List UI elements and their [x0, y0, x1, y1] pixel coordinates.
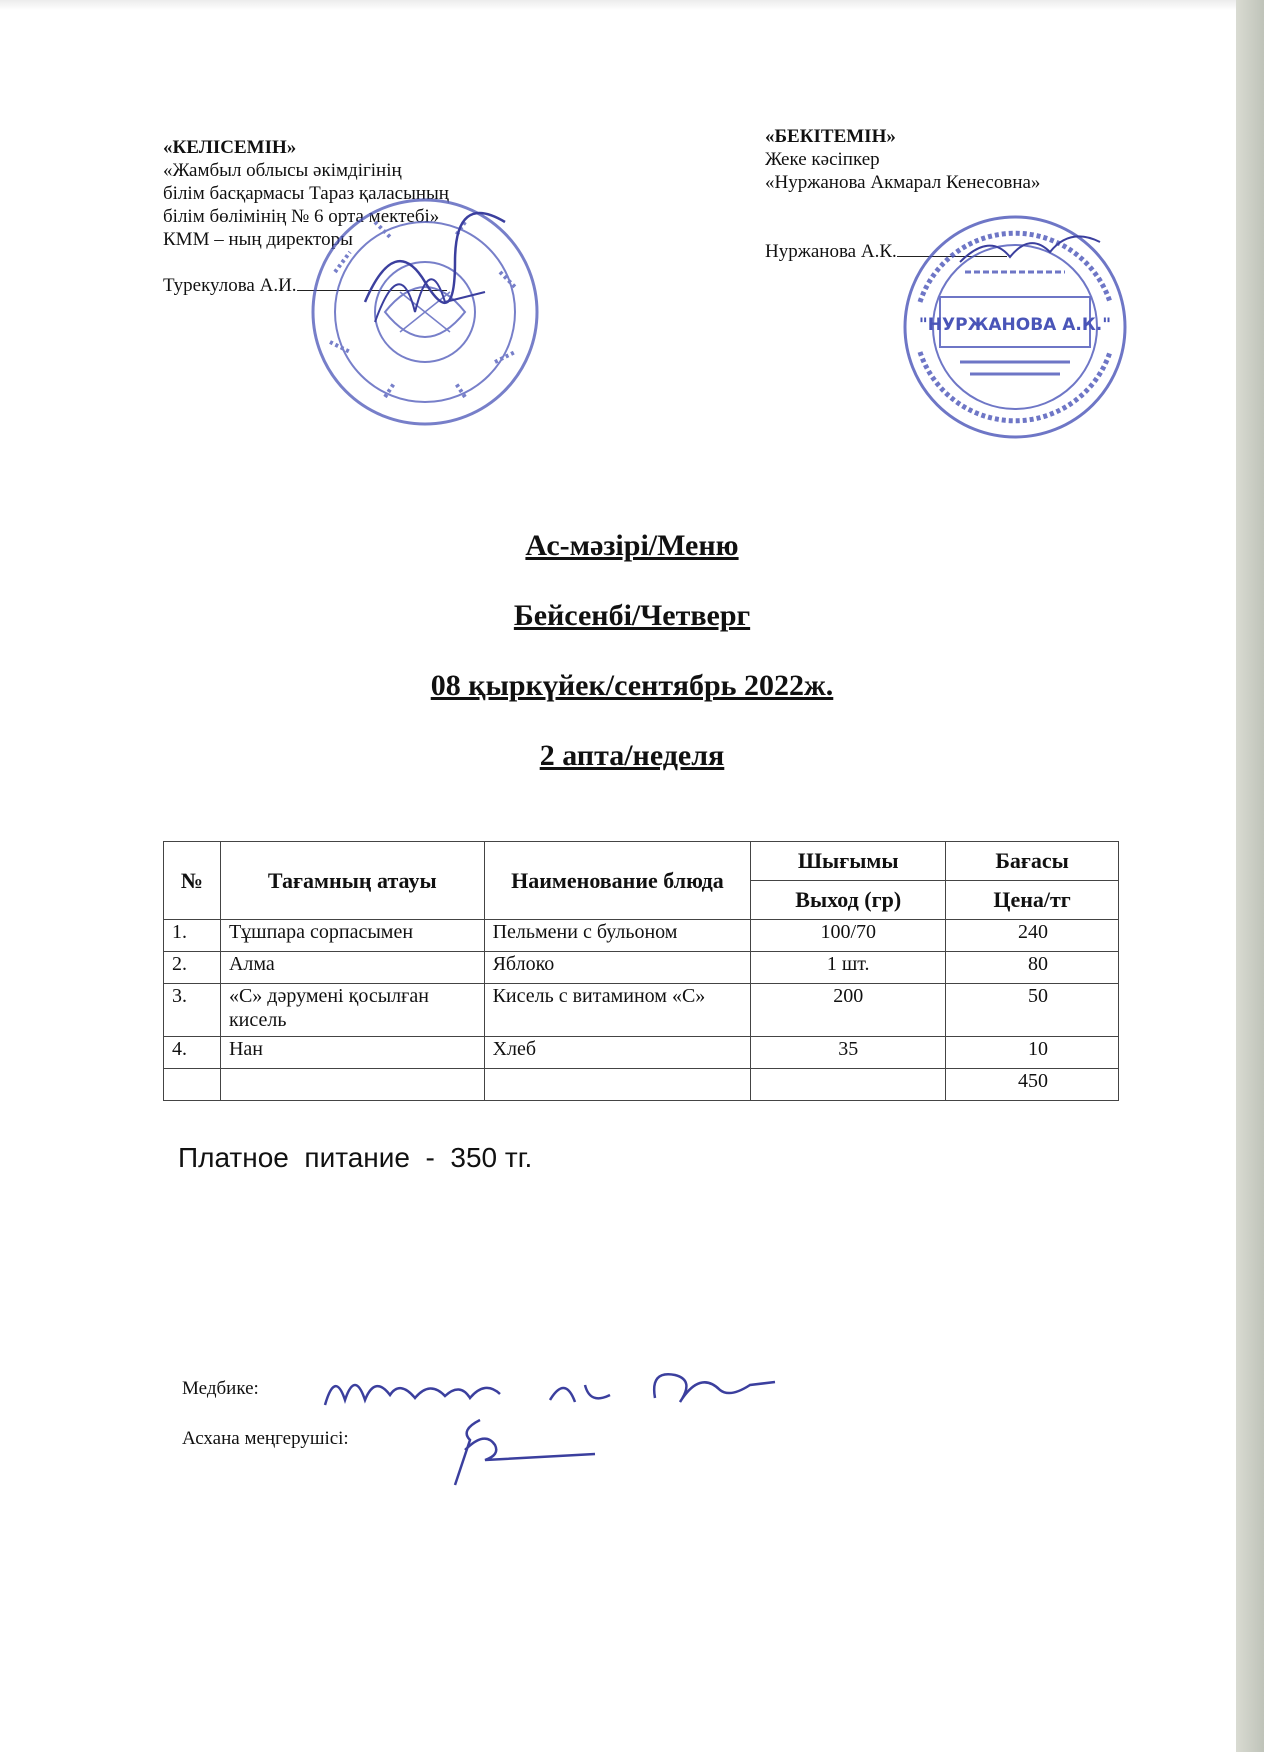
cell-num: 1.: [164, 920, 221, 952]
cell-yield: 1 шт.: [751, 952, 946, 984]
cell-yield: 200: [751, 984, 946, 1037]
header-num: №: [164, 842, 221, 920]
header-price-kz: Бағасы: [946, 842, 1119, 881]
cell-yield: 100/70: [751, 920, 946, 952]
kitchen-manager-label: Асхана меңгерушісі:: [182, 1428, 349, 1449]
header-yield-kz: Шығымы: [751, 842, 946, 881]
cell-total: 450: [946, 1069, 1119, 1101]
approval-left-line: КММ – ның директоры: [163, 229, 353, 250]
cell-name-ru: Кисель с витамином «С»: [484, 984, 751, 1037]
cell-name-ru: Хлеб: [484, 1037, 751, 1069]
cell-name-kz: Алма: [220, 952, 484, 984]
table-row: [164, 952, 1119, 984]
approval-left-line: білім бөлімінің № 6 орта мектебі»: [163, 206, 440, 227]
cell-name-ru: Яблоко: [484, 952, 751, 984]
table-row: [164, 1037, 1119, 1069]
cell-num: 2.: [164, 952, 221, 984]
title-menu: Ас-мәзірі/Меню: [525, 529, 739, 562]
approval-right-line: Жеке кәсіпкер: [765, 149, 880, 170]
cell-price: 50: [946, 984, 1119, 1037]
table-header-row: [164, 842, 1119, 881]
cell-empty: [484, 1069, 751, 1101]
cell-name-ru: Пельмени с бульоном: [484, 920, 751, 952]
header-name-ru: Наименование блюда: [484, 842, 751, 920]
cell-empty: [164, 1069, 221, 1101]
table-total-row: [164, 1069, 1119, 1101]
cell-price: 80: [946, 952, 1119, 984]
stamp-center-name: "НУРЖАНОВА А.К.": [918, 315, 1112, 335]
cell-name-kz: Тұшпара сорпасымен: [220, 920, 484, 952]
school-seal-stamp: [305, 192, 545, 432]
cell-name-kz: Нан: [220, 1037, 484, 1069]
entrepreneur-stamp: [900, 212, 1130, 442]
table-row: [164, 920, 1119, 952]
table-row: [164, 984, 1119, 1037]
approval-right-heading: «БЕКІТЕМІН»: [765, 126, 896, 147]
title-date: 08 қыркүйек/сентябрь 2022ж.: [430, 669, 834, 702]
kitchen-manager-signature: [440, 1410, 600, 1490]
cell-yield: 35: [751, 1037, 946, 1069]
cell-num: 4.: [164, 1037, 221, 1069]
cell-empty: [751, 1069, 946, 1101]
cell-empty: [220, 1069, 484, 1101]
approval-left-heading: «КЕЛІСЕМІН»: [163, 137, 297, 158]
scan-right-edge: [1236, 0, 1264, 1752]
menu-table: [163, 841, 1119, 1101]
cell-num: 3.: [164, 984, 221, 1037]
title-weekday: Бейсенбі/Четверг: [513, 599, 751, 632]
approval-left-line: «Жамбыл облысы әкімдігінің: [163, 160, 402, 181]
approval-left-signatory: Турекулова А.И.: [163, 275, 297, 296]
header-name-kz: Тағамның атауы: [220, 842, 484, 920]
nurse-label: Медбике:: [182, 1378, 259, 1399]
approval-right-signatory: Нуржанова А.К.: [765, 241, 897, 262]
approval-left-line: білім басқармасы Тараз қаласының: [163, 183, 449, 204]
header-yield-ru: Выход (гр): [751, 881, 946, 920]
paid-meal-note: Платное питание - 350 тг.: [178, 1142, 533, 1173]
cell-price: 240: [946, 920, 1119, 952]
approval-right-line: «Нуржанова Акмарал Кенесовна»: [765, 172, 1041, 193]
cell-name-kz: «С» дәрумені қосылған кисель: [220, 984, 484, 1037]
title-week: 2 апта/неделя: [539, 739, 725, 772]
header-price-ru: Цена/тг: [946, 881, 1119, 920]
scan-top-edge: [0, 0, 1264, 10]
cell-price: 10: [946, 1037, 1119, 1069]
document-title: [0, 528, 1264, 808]
